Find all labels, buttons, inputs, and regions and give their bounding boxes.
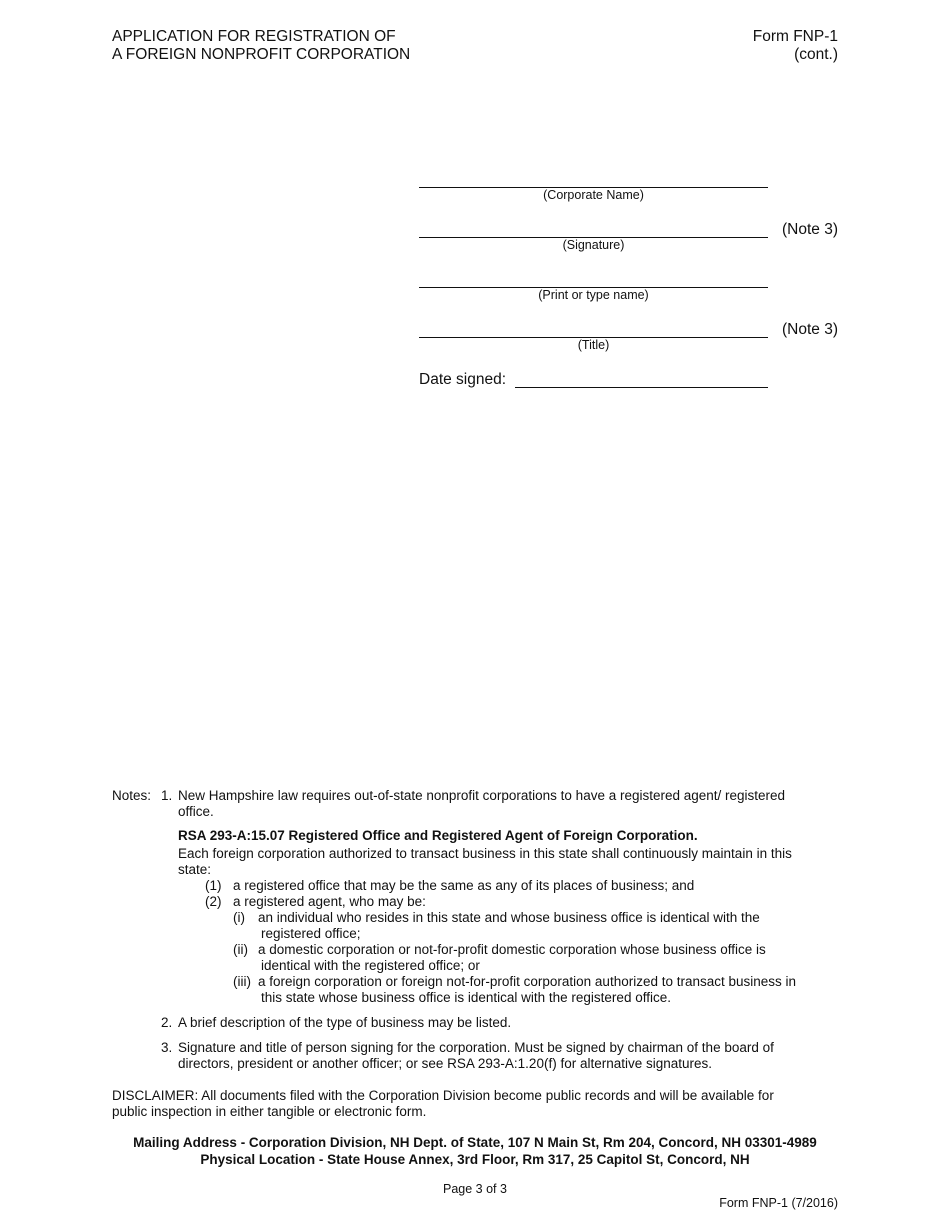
form-id-label: Form FNP-1 [752, 28, 838, 45]
date-signed-label: Date signed: [419, 371, 507, 388]
note-1-number: 1. [161, 788, 173, 803]
mailing-address: Mailing Address - Corporation Division, NH Dept. of State, 107 N Main St, Rm 204, Concord, NH 03301-4989 [133, 1135, 817, 1150]
form-title-line2: A FOREIGN NONPROFIT CORPORATION [112, 46, 411, 63]
note-3-line1: Signature and title of person signing for the corporation. Must be signed by chairman of the board of [178, 1040, 774, 1055]
rsa-sub-iii-line1: a foreign corporation or foreign not-for-profit corporation authorized to transact business in [258, 974, 797, 989]
notes-label: Notes: [112, 788, 152, 803]
note-3-number: 3. [161, 1040, 173, 1055]
rsa-sub-i-line1: an individual who resides in this state and whose business office is identical with the [258, 910, 760, 925]
form-cont-label: (cont.) [794, 46, 838, 63]
rsa-item-1-number: (1) [205, 878, 222, 893]
rsa-sub-i-number: (i) [233, 910, 245, 925]
disclaimer-line2: public inspection in either tangible or electronic form. [112, 1104, 427, 1119]
title-caption: (Title) [577, 338, 610, 352]
print-name-caption: (Print or type name) [538, 288, 649, 302]
note-2-text: A brief description of the type of business may be listed. [178, 1015, 512, 1030]
signature-note-ref: (Note 3) [782, 221, 838, 238]
date-signed-line[interactable] [515, 387, 768, 388]
rsa-sub-ii-number: (ii) [233, 942, 248, 957]
note-1-line1: New Hampshire law requires out-of-state nonprofit corporations to have a registered agent/ registered [178, 788, 786, 803]
note-3-line2: directors, president or another officer; or see RSA 293-A:1.20(f) for alternative signatures. [178, 1056, 713, 1071]
form-version: Form FNP-1 (7/2016) [719, 1196, 838, 1210]
rsa-item-1-text: a registered office that may be the same as any of its places of business; and [233, 878, 695, 893]
rsa-sub-ii-line1: a domestic corporation or not-for-profit domestic corporation whose business office is [258, 942, 766, 957]
rsa-item-2-number: (2) [205, 894, 222, 909]
rsa-sub-iii-number: (iii) [233, 974, 251, 989]
rsa-sub-iii-line2: this state whose business office is identical with the registered office. [261, 990, 671, 1005]
note-2-number: 2. [161, 1015, 173, 1030]
rsa-line1: Each foreign corporation authorized to transact business in this state shall continuously maintain in this [178, 846, 792, 861]
corporate-name-caption: (Corporate Name) [543, 188, 644, 202]
title-note-ref: (Note 3) [782, 321, 838, 338]
form-id [753, 28, 838, 64]
rsa-sub-i-line2: registered office; [261, 926, 361, 941]
physical-location: Physical Location - State House Annex, 3rd Floor, Rm 317, 25 Capitol St, Concord, NH [200, 1152, 750, 1167]
rsa-item-2-text: a registered agent, who may be: [233, 894, 426, 909]
disclaimer-line1: DISCLAIMER: All documents filed with the Corporation Division become public records and will be available for [112, 1088, 774, 1103]
note-1-line2: office. [178, 804, 214, 819]
form-title-line1: APPLICATION FOR REGISTRATION OF [112, 28, 396, 45]
rsa-sub-ii-line2: identical with the registered office; or [261, 958, 480, 973]
rsa-heading: RSA 293-A:15.07 Registered Office and Registered Agent of Foreign Corporation. [178, 828, 698, 843]
rsa-line2: state: [178, 862, 212, 877]
form-title [112, 28, 410, 64]
page-number: Page 3 of 3 [443, 1182, 507, 1196]
signature-caption: (Signature) [562, 238, 625, 252]
